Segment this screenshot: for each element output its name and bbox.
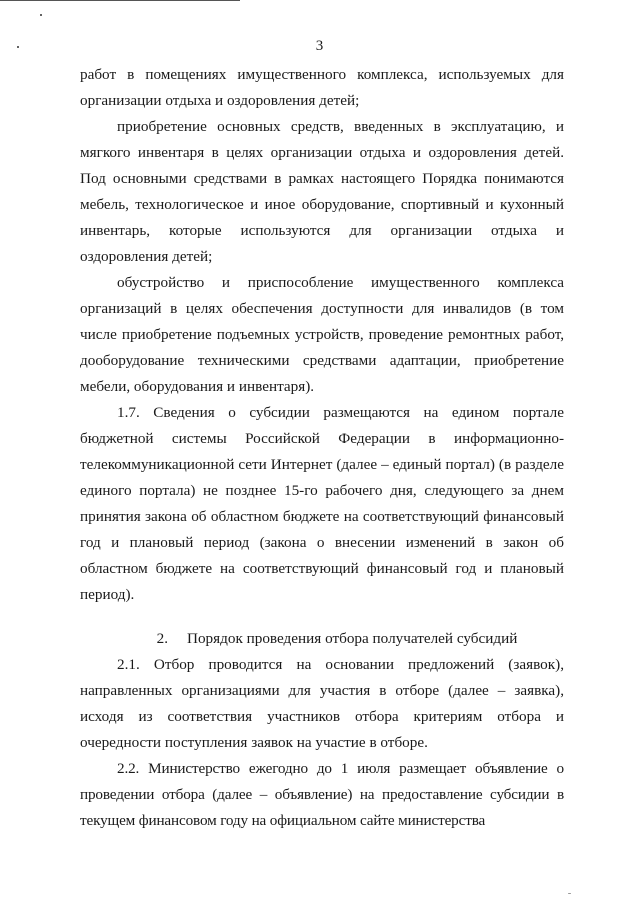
- section-title: Порядок проведения отбора получателей субсидий: [186, 630, 518, 647]
- paragraph-1-7: 1.7. Сведения о субсидии размещаются на едином портале бюджетной системы Российской Федерации в информационно-телекоммуникационной сети Интернет (далее – единый портал) (в разделе единого портала) не позднее 15-го рабочего дня, следующего за днем принятия закона об областном бюджете на соответствующий финансовый год и плановый период (закона о внесении изменений в закон об областном бюджете на соответствующий финансовый год и плановый период).: [80, 404, 564, 603]
- document-body: [80, 62, 564, 834]
- paragraph-continuation: работ в помещениях имущественного комплекса, используемых для организации отдыха и оздоровления детей;: [80, 66, 564, 109]
- page-number: 3: [315, 38, 324, 54]
- paragraph-2-1: 2.1. Отбор проводится на основании предложений (заявок), направленных организациями для участия в отборе (далее – заявка), исходя из соответствия участников отбора критериям отбора и очередности поступления заявок на участие в отборе.: [80, 656, 564, 751]
- section-number: 2.: [156, 630, 168, 647]
- paragraph-2-2: 2.2. Министерство ежегодно до 1 июля размещает объявление о проведении отбора (далее – объявление) на предоставление субсидии в текущем финансовом году на официальном сайте министерства: [80, 760, 564, 829]
- paragraph-accessibility: обустройство и приспособление имущественного комплекса организаций в целях обеспечения доступности для инвалидов (в том числе приобретение подъемных устройств, проведение ремонтных работ, дооборудование техническими средствами адаптации, приобретение мебели, оборудования и инвентаря).: [80, 274, 564, 395]
- scan-speck: [568, 893, 571, 894]
- scan-speck: [40, 14, 42, 16]
- scan-edge-line: [0, 0, 240, 1]
- paragraph-fixed-assets: приобретение основных средств, введенных в эксплуатацию, и мягкого инвентаря в целях организации отдыха и оздоровления детей. Под основными средствами в рамках настоящего Порядка понимаются мебель, технологическое и иное оборудование, спортивный и кухонный инвентарь, которые используются для организации отдыха и оздоровления детей;: [80, 118, 564, 265]
- section-heading: [80, 626, 564, 652]
